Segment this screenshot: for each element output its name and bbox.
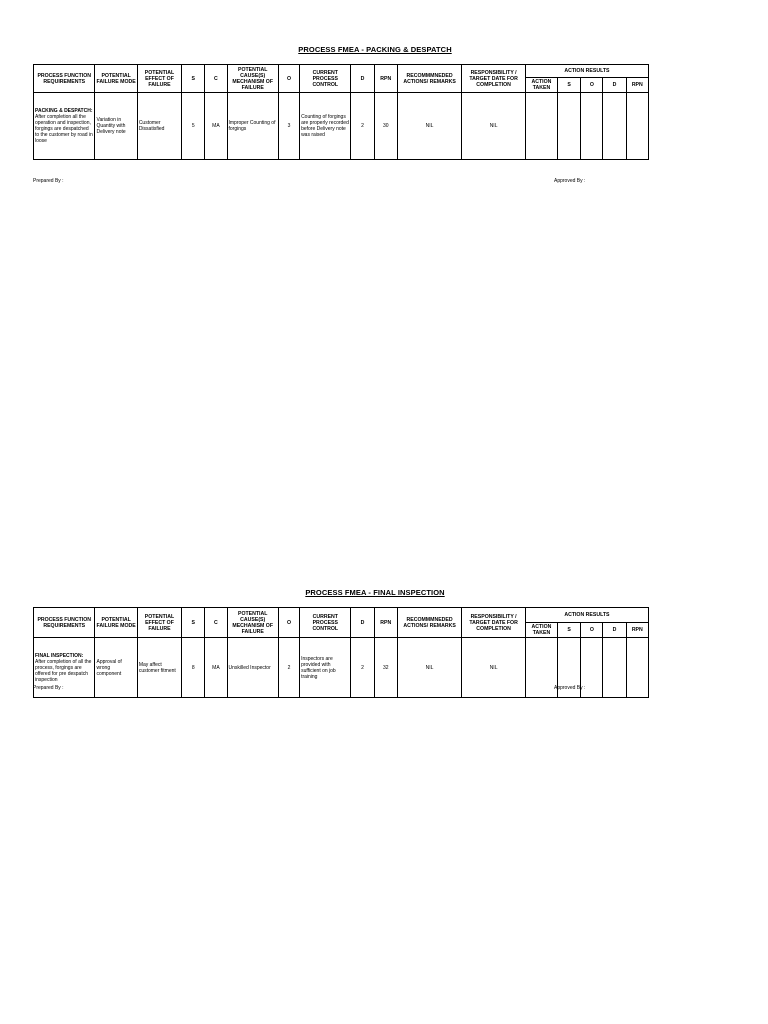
header-s: S xyxy=(182,65,205,93)
fmea-section-final-inspection xyxy=(33,587,649,698)
header-process-function: PROCESS FUNCTION REQUIREMENTS xyxy=(34,608,95,638)
header-c: C xyxy=(205,608,227,638)
effect-cell: Customer Dissatisfied xyxy=(137,93,181,160)
requirement-text: After completion all the operation and inspection, forgings are despatched to the customer by road in loose xyxy=(35,114,93,144)
header-recommended: RECOMMMNEDED ACTIONS/ REMARKS xyxy=(397,608,462,638)
header-effect: POTENTIAL EFFECT OF FAILURE xyxy=(137,608,181,638)
occurrence-cell: 3 xyxy=(278,93,299,160)
occurrence-cell: 2 xyxy=(278,638,299,698)
header-rpn: RPN xyxy=(374,608,397,638)
header-ar-rpn: RPN xyxy=(626,623,648,638)
approved-by: Approved By : xyxy=(554,178,586,184)
approved-by: Approved By : xyxy=(554,685,586,691)
header-action-results: ACTION RESULTS xyxy=(525,608,648,623)
header-effect: POTENTIAL EFFECT OF FAILURE xyxy=(137,65,181,93)
responsibility-cell: NIL xyxy=(462,638,526,698)
header-ar-o: O xyxy=(581,78,603,93)
requirement-title: FINAL INSPECTION: xyxy=(35,652,84,659)
header-responsibility: RESPONSIBILITY / TARGET DATE FOR COMPLETION xyxy=(462,65,526,93)
action-taken-cell xyxy=(525,638,557,698)
rpn-cell: 30 xyxy=(374,93,397,160)
table-row xyxy=(34,93,649,160)
recommended-cell: NIL xyxy=(397,638,462,698)
failure-mode-cell: Variation in Quantity with Delivery note xyxy=(95,93,137,160)
section-title: PROCESS FMEA - FINAL INSPECTION xyxy=(305,588,445,597)
cause-cell: Improper Counting of forgings xyxy=(227,93,278,160)
prepared-by: Prepared By : xyxy=(33,178,64,184)
severity-cell: 8 xyxy=(182,638,205,698)
recommended-cell: NIL xyxy=(397,93,462,160)
effect-cell: May affect customer fitment xyxy=(137,638,181,698)
control-cell: Inspectors are provided with sufficient on job training xyxy=(300,638,351,698)
ar-rpn-cell xyxy=(626,93,648,160)
header-ar-d: D xyxy=(603,623,626,638)
prepared-by: Prepared By : xyxy=(33,685,64,691)
header-causes: POTENTIAL CAUSE(S) MECHANISM OF FAILURE xyxy=(227,608,278,638)
section-title: PROCESS FMEA - PACKING & DESPATCH xyxy=(298,45,452,54)
ar-s-cell xyxy=(558,93,581,160)
header-action-results: ACTION RESULTS xyxy=(525,65,648,78)
header-rpn: RPN xyxy=(374,65,397,93)
failure-mode-cell: Approval of wrong component xyxy=(95,638,137,698)
fmea-table xyxy=(33,64,649,160)
requirement-title: PACKING & DESPATCH: xyxy=(35,108,93,114)
header-c: C xyxy=(205,65,227,93)
header-ar-rpn: RPN xyxy=(626,78,648,93)
requirement-text: After completion of all the process, forgings are offered for pre despatch inspection xyxy=(35,658,92,683)
requirement-cell xyxy=(34,93,95,160)
ar-o-cell xyxy=(581,93,603,160)
header-failure-mode: POTENTIAL FAILURE MODE xyxy=(95,65,137,93)
cause-cell: Unskilled Inspector xyxy=(227,638,278,698)
header-o: O xyxy=(278,608,299,638)
responsibility-cell: NIL xyxy=(462,93,526,160)
action-taken-cell xyxy=(525,93,557,160)
ar-d-cell xyxy=(603,638,626,698)
detection-cell: 2 xyxy=(351,93,374,160)
header-d: D xyxy=(351,608,374,638)
class-cell: MA xyxy=(205,638,227,698)
header-process-function: PROCESS FUNCTION REQUIREMENTS xyxy=(34,65,95,93)
header-action-taken: ACTION TAKEN xyxy=(525,78,557,93)
header-ar-s: S xyxy=(558,78,581,93)
header-recommended: RECOMMMNEDED ACTIONS/ REMARKS xyxy=(397,65,462,93)
header-controls: CURRENT PROCESS CONTROL xyxy=(300,65,351,93)
header-controls: CURRENT PROCESS CONTROL xyxy=(300,608,351,638)
header-failure-mode: POTENTIAL FAILURE MODE xyxy=(95,608,137,638)
header-o: O xyxy=(278,65,299,93)
header-causes: POTENTIAL CAUSE(S) MECHANISM OF FAILURE xyxy=(227,65,278,93)
header-action-taken: ACTION TAKEN xyxy=(525,623,557,638)
header-ar-o: O xyxy=(581,623,603,638)
fmea-section-packing xyxy=(33,44,649,184)
rpn-cell: 32 xyxy=(374,638,397,698)
ar-rpn-cell xyxy=(626,638,648,698)
severity-cell: 5 xyxy=(182,93,205,160)
header-s: S xyxy=(182,608,205,638)
class-cell: MA xyxy=(205,93,227,160)
header-responsibility: RESPONSIBILITY / TARGET DATE FOR COMPLETION xyxy=(462,608,526,638)
control-cell: Counting of forgings are properly recorded before Delivery note was raised xyxy=(300,93,351,160)
ar-d-cell xyxy=(603,93,626,160)
header-ar-s: S xyxy=(558,623,581,638)
detection-cell: 2 xyxy=(351,638,374,698)
header-ar-d: D xyxy=(603,78,626,93)
header-d: D xyxy=(351,65,374,93)
